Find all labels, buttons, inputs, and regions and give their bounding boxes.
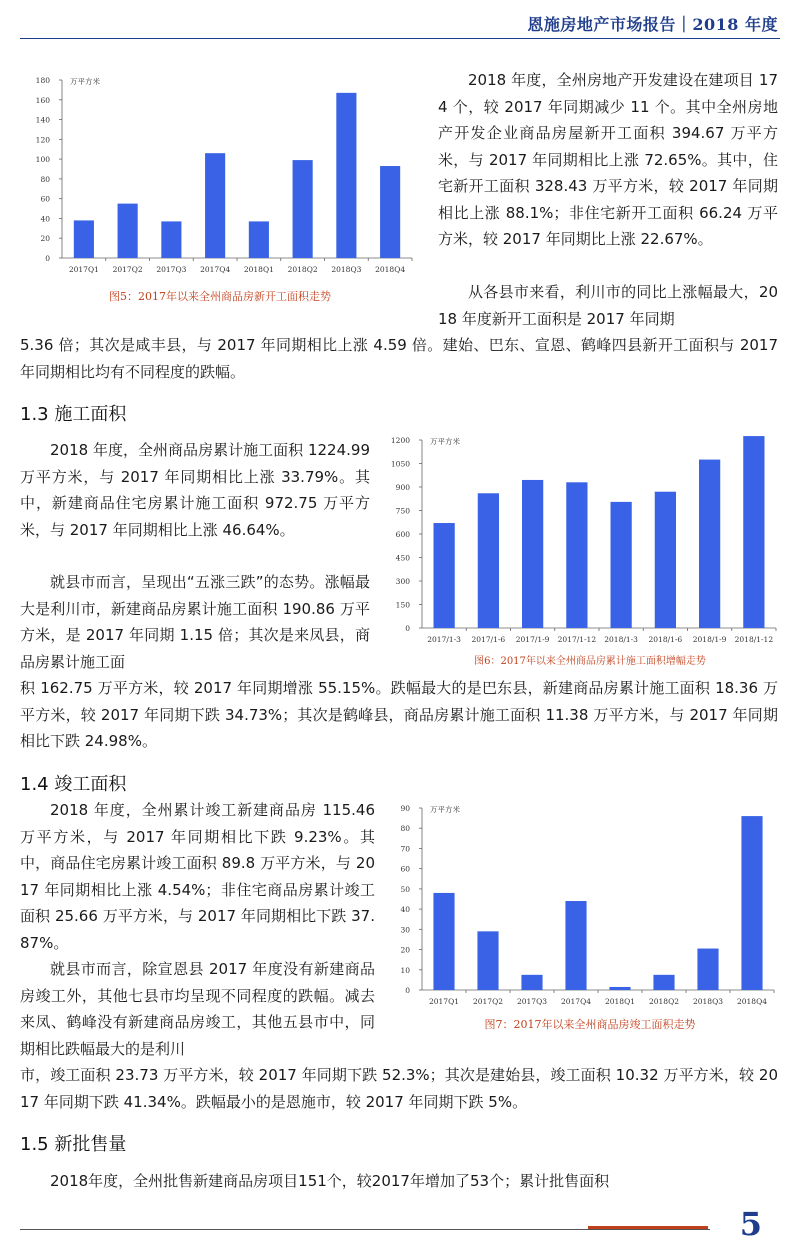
paragraph-completion-area: 2018 年度，全州累计竣工新建商品房 115.46 万平方米，与 2017 年同期相比下跌 9.23%。其中，商品住宅房累计竣工面积 89.8 万平方米，与 2017 年同期相比上涨 4.54%；非住宅商品房累计竣工面积 25.66 万平方米，与 2017 年同期相比下跌 37.87%。: [20, 801, 375, 952]
page-number: 5: [739, 1205, 762, 1243]
x-tick-label: 2017Q1: [68, 265, 99, 274]
paragraph-county-new-construction-part1: 从各县市来看，利川市的同比上涨幅最大，2018 年度新开工面积是 2017 年同期: [438, 283, 778, 328]
y-tick-label: 900: [395, 483, 410, 492]
bar: [655, 492, 676, 628]
x-tick-label: 2017Q4: [200, 265, 231, 274]
bar: [118, 204, 138, 258]
paragraph-new-construction: 2018 年度，全州房地产开发建设在建项目 174 个，较 2017 年同期减少 11 个。其中全州房地产开发企业商品房屋新开工面积 394.67 万平方米，与 2017 年同期相比上涨 72.65%。其中，住宅新开工面积 328.43 万平方米，较 2017 年同期相比上涨 88.1%；非住宅新开工面积 66.24 万平方米，较 2017 年同期比上涨 22.67%。: [438, 71, 778, 248]
y-tick-label: 10: [400, 965, 410, 975]
y-tick-label: 1200: [390, 436, 410, 445]
bar: [566, 482, 587, 628]
bar: [565, 901, 586, 990]
paragraph-county-completion-part2: 市，竣工面积 23.73 万平方米，较 2017 年同期下跌 52.3%；其次是建始县，竣工面积 10.32 万平方米，较 2017 年同期下跌 41.34%。跌幅最小的是恩施市，较 2017 年同期下跌 5%。: [20, 1066, 778, 1111]
y-tick-label: 0: [405, 986, 410, 995]
paragraph-county-construction-part2: 积 162.75 万平方米，较 2017 年同期增涨 55.15%。跌幅最大的是巴东县，新建商品房累计施工面积 18.36 万平方米，较 2017 年同期下跌 34.73%；其次是鹤峰县，商品房累计施工面积 11.38 万平方米，与 2017 年同期相比下跌 24.98%。: [20, 679, 778, 750]
y-tick-label: 750: [395, 506, 410, 516]
bar: [336, 93, 356, 258]
bar: [521, 975, 542, 990]
bar: [611, 502, 632, 628]
y-tick-label: 50: [400, 884, 410, 894]
chart-construction-area: [380, 430, 780, 652]
chart-new-construction-area: [20, 70, 420, 288]
y-tick-label: 20: [400, 945, 410, 955]
bar: [434, 523, 455, 628]
bar: [699, 460, 720, 628]
y-tick-label: 160: [35, 95, 50, 105]
bar: [433, 893, 454, 990]
x-tick-label: 2017Q1: [428, 997, 460, 1006]
paragraph-county-new-construction-part2: 5.36 倍；其次是咸丰县，与 2017 年同期相比上涨 4.59 倍。建始、巴东、宣恩、鹤峰四县新开工面积与 2017 年同期相比均有不同程度的跌幅。: [20, 336, 778, 381]
y-tick-label: 40: [40, 214, 50, 224]
x-tick-label: 2018Q4: [736, 997, 768, 1006]
y-tick-label: 60: [40, 194, 50, 204]
bar: [609, 987, 630, 990]
bar: [743, 436, 764, 628]
x-tick-label: 2017Q2: [472, 997, 504, 1006]
x-tick-label: 2017Q2: [112, 265, 143, 274]
y-tick-label: 300: [395, 577, 410, 586]
x-tick-label: 2018/1-12: [734, 635, 774, 644]
y-tick-label: 100: [35, 155, 50, 165]
section-title-completion-area: 1.4 竣工面积: [20, 774, 127, 795]
paragraph-presales: 2018年度，全州批售新建商品房项目151个，较2017年增加了53个；累计批售面积: [50, 1172, 610, 1190]
y-tick-label: 450: [395, 553, 410, 563]
unit-label: 万平方米: [430, 437, 460, 446]
x-tick-label: 2017/1-12: [557, 635, 597, 644]
section-title-construction-area: 1.3 施工面积: [20, 404, 127, 425]
chart-caption-fig7: 图7：2017年以来全州商品房竣工面积走势: [484, 1018, 696, 1031]
x-tick-label: 2018Q1: [243, 265, 274, 274]
unit-label: 万平方米: [70, 77, 100, 86]
y-tick-label: 30: [400, 925, 410, 935]
chart-new-construction-svg: [20, 70, 420, 288]
y-tick-label: 120: [35, 135, 50, 145]
section-title-presales: 1.5 新批售量: [20, 1134, 127, 1155]
bar: [293, 160, 313, 258]
bar: [205, 153, 225, 258]
bar: [477, 931, 498, 990]
y-tick-label: 600: [395, 530, 410, 539]
report-header-title: 恩施房地产市场报告｜2018 年度: [527, 15, 778, 34]
x-tick-label: 2017/1-6: [471, 635, 506, 644]
unit-label: 万平方米: [430, 805, 460, 814]
chart-completion-svg: [380, 798, 780, 1010]
paragraph-construction-area: 2018 年度，全州商品房累计施工面积 1224.99 万平方米，与 2017 年同期相比上涨 33.79%。其中，新建商品住宅房累计施工面积 972.75 万平方米，与 2017 年同期相比上涨 46.64%。: [20, 441, 370, 539]
y-tick-label: 0: [45, 254, 50, 263]
bar: [697, 949, 718, 990]
y-tick-label: 80: [400, 824, 410, 834]
bar: [478, 493, 499, 628]
y-tick-label: 90: [400, 804, 410, 813]
chart-caption-fig6: 图6：2017年以来全州商品房累计施工面积增幅走势: [474, 656, 706, 667]
x-tick-label: 2018/1-3: [604, 635, 638, 644]
bar: [653, 975, 674, 990]
bar: [741, 816, 762, 990]
bar: [249, 221, 269, 258]
bar: [74, 220, 94, 258]
y-tick-label: 0: [405, 624, 410, 633]
y-tick-label: 1050: [390, 459, 410, 469]
y-tick-label: 40: [400, 905, 410, 915]
y-tick-label: 80: [40, 174, 50, 184]
y-tick-label: 140: [35, 115, 50, 125]
bar: [522, 480, 543, 628]
y-tick-label: 20: [40, 234, 50, 244]
footer-rule: [20, 1229, 710, 1230]
y-tick-label: 180: [35, 76, 50, 85]
x-tick-label: 2018Q2: [648, 997, 680, 1006]
y-tick-label: 150: [395, 600, 410, 610]
x-tick-label: 2018Q3: [692, 997, 724, 1006]
paragraph-county-construction-part1: 就县市而言，呈现出“五涨三跌”的态势。涨幅最大是利川市，新建商品房累计施工面积 190.86 万平方米，是 2017 年同期 1.15 倍；其次是来凤县，商品房累计施工面: [20, 573, 370, 671]
chart-completion-area: [380, 798, 780, 1010]
y-tick-label: 60: [400, 864, 410, 874]
x-tick-label: 2018/1-6: [648, 635, 683, 644]
y-tick-label: 70: [400, 844, 410, 854]
x-tick-label: 2017/1-3: [427, 635, 461, 644]
x-tick-label: 2018/1-9: [692, 635, 727, 644]
bar: [161, 221, 181, 258]
x-tick-label: 2018Q1: [604, 997, 636, 1006]
footer-accent-bar: [588, 1226, 708, 1229]
x-tick-label: 2017/1-9: [515, 635, 550, 644]
x-tick-label: 2017Q3: [516, 997, 548, 1006]
header-rule: [20, 38, 780, 39]
x-tick-label: 2018Q2: [287, 265, 318, 274]
x-tick-label: 2017Q4: [560, 997, 592, 1006]
x-tick-label: 2017Q3: [156, 265, 187, 274]
paragraph-county-completion-part1: 就县市而言，除宣恩县 2017 年度没有新建商品房竣工外，其他七县市均呈现不同程度的跌幅。减去来凤、鹤峰没有新建商品房竣工，其他五县市中，同期相比跌幅最大的是利川: [20, 960, 375, 1058]
chart-construction-svg: [380, 430, 780, 652]
bar: [380, 166, 400, 258]
chart-caption-fig5: 图5：2017年以来全州商品房新开工面积走势: [109, 290, 331, 303]
x-tick-label: 2018Q3: [331, 265, 362, 274]
x-tick-label: 2018Q4: [375, 265, 406, 274]
